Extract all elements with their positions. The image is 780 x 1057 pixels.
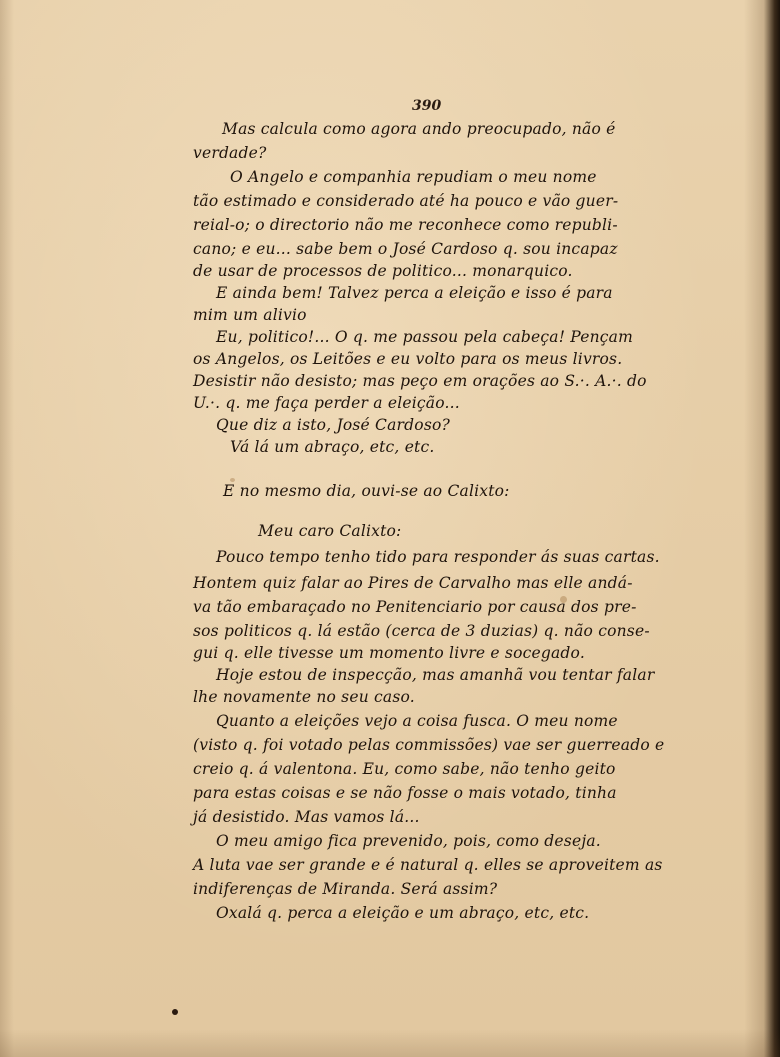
text-line: Que diz a isto, José Cardoso?	[216, 416, 451, 434]
text-line: Hoje estou de inspecção, mas amanhã vou tentar falar	[216, 666, 655, 684]
text-line: Vá lá um abraço, etc, etc.	[230, 438, 435, 456]
text-line: A luta vae ser grande e é natural q. elles se aproveitem as	[193, 856, 663, 874]
text-line: O Angelo e companhia repudiam o meu nome	[230, 168, 597, 186]
text-line: mim um alivio	[193, 306, 307, 324]
page-number: 390	[412, 98, 442, 114]
text-line: Hontem quiz falar ao Pires de Carvalho mas elle andá-	[193, 574, 633, 592]
text-line: os Angelos, os Leitões e eu volto para os meus livros.	[193, 350, 623, 368]
text-line: sos politicos q. lá estão (cerca de 3 duzias) q. não conse-	[193, 622, 650, 640]
text-line: gui q. elle tivesse um momento livre e socegado.	[193, 644, 585, 662]
right-edge-shadow	[744, 0, 780, 1057]
text-line: Pouco tempo tenho tido para responder ás suas cartas.	[216, 548, 660, 566]
text-line: E no mesmo dia, ouvi-se ao Calixto:	[223, 482, 510, 500]
text-line: já desistido. Mas vamos lá...	[193, 808, 420, 826]
text-line: indiferenças de Miranda. Será assim?	[193, 880, 498, 898]
text-line: lhe novamente no seu caso.	[193, 688, 415, 706]
text-line: cano; e eu... sabe bem o José Cardoso q. sou incapaz	[193, 240, 618, 258]
text-line: Eu, politico!... O q. me passou pela cabeça! Pençam	[216, 328, 633, 346]
text-line: tão estimado e considerado até ha pouco e vão guer-	[193, 192, 619, 210]
text-line: Oxalá q. perca a eleição e um abraço, etc, etc.	[216, 904, 590, 922]
text-line: Quanto a eleições vejo a coisa fusca. O meu nome	[216, 712, 618, 730]
ink-dot	[172, 1009, 178, 1015]
text-line: reial-o; o directorio não me reconhece como republi-	[193, 216, 618, 234]
text-line: (visto q. foi votado pelas commissões) vae ser guerreado e	[193, 736, 665, 754]
text-line: Desistir não desisto; mas peço em orações ao S.·. A.·. do	[193, 372, 647, 390]
text-line: creio q. á valentona. Eu, como sabe, não tenho geito	[193, 760, 616, 778]
text-line: O meu amigo fica prevenido, pois, como deseja.	[216, 832, 601, 850]
left-edge-shadow	[0, 0, 14, 1057]
text-line: va tão embaraçado no Penitenciario por causa dos pre-	[193, 598, 637, 616]
text-line: E ainda bem! Talvez perca a eleição e isso é para	[216, 284, 613, 302]
text-line: para estas coisas e se não fosse o mais votado, tinha	[193, 784, 617, 802]
text-line: de usar de processos de politico... monarquico.	[193, 262, 573, 280]
text-line: Mas calcula como agora ando preocupado, não é	[222, 120, 616, 138]
bottom-edge-shadow	[0, 1029, 780, 1057]
text-line: verdade?	[193, 144, 267, 162]
text-line: U.·. q. me faça perder a eleição...	[193, 394, 460, 412]
salutation: Meu caro Calixto:	[258, 522, 402, 540]
